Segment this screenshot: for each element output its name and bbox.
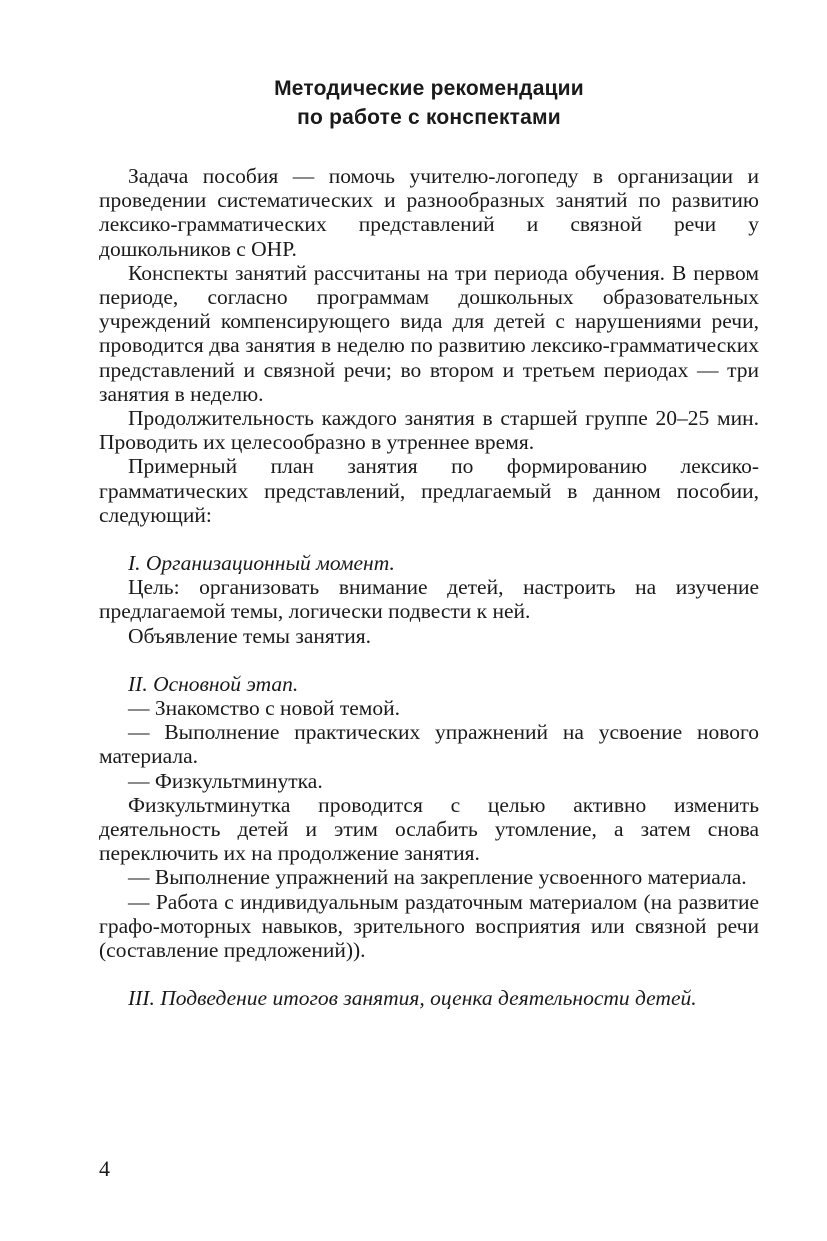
intro-paragraph-1: Задача пособия — помочь учителю-логопеду в организации и проведении систематических и разнообразных занятий по развитию лексико-грамматических представлений и связной речи у дошкольников с ОНР. [99, 164, 759, 261]
page-content [99, 74, 759, 1011]
section-3-title: III. Подведение итогов занятия, оценка деятельности детей. [128, 986, 697, 1011]
section-2-item-4: Физкультминутка проводится с целью активно изменить деятельность детей и этим ослабить утомление, а затем снова переключить их на продолжение занятия. [99, 792, 759, 866]
section-2-item-5: — Выполнение упражнений на закрепление усвоенного материала. [128, 865, 747, 890]
section-1-item-2: Объявление темы занятия. [128, 623, 371, 648]
page-title [99, 74, 759, 132]
section-2-item-6: — Работа с индивидуальным раздаточным материалом (на развитие графо-моторных навыков, зрительного восприятия или связной речи (составление предложений)). [99, 889, 759, 963]
section-1-item-1: Цель: организовать внимание детей, настроить на изучение предлагаемой темы, логически подвести к ней. [99, 575, 759, 624]
page-number: 4 [99, 1156, 110, 1181]
section-2-item-3: — Физкультминутка. [128, 768, 323, 793]
intro-paragraph-4: Примерный план занятия по формированию лексико-грамматических представлений, предлагаемый в данном пособии, следующий: [99, 454, 759, 527]
intro-paragraph-3: Продолжительность каждого занятия в старшей группе 20–25 мин. Проводить их целесообразно в утреннее время. [99, 406, 759, 455]
section-2-item-2: — Выполнение практических упражнений на усвоение нового материала. [99, 720, 759, 769]
title-line-1: Методические рекомендации [274, 77, 584, 100]
section-2-title: II. Основной этап. [128, 671, 299, 696]
section-2-item-1: — Знакомство с новой темой. [128, 696, 401, 721]
title-line-2: по работе с конспектами [297, 106, 561, 129]
section-1-title: I. Организационный момент. [128, 551, 395, 576]
intro-paragraph-2: Конспекты занятий рассчитаны на три периода обучения. В первом периоде, согласно программам дошкольных образовательных учреждений компенсирующего вида для детей с нарушениями речи, проводится два занятия в неделю по развитию лексико-грамматических представлений и связной речи; во втором и третьем периодах — три занятия в неделю. [99, 260, 759, 406]
